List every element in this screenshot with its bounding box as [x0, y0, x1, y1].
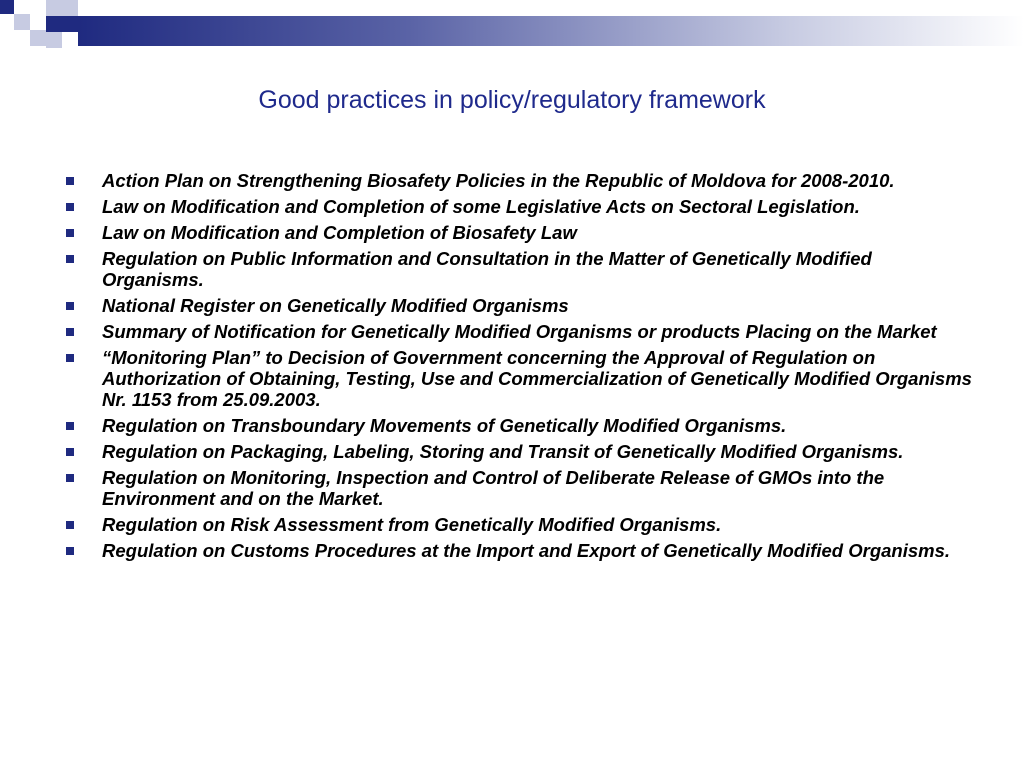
list-item	[62, 540, 972, 561]
square-bullet-icon	[66, 521, 74, 529]
list-item	[62, 295, 972, 316]
decor-square-light	[46, 32, 62, 48]
list-item	[62, 415, 972, 436]
slide-content	[62, 170, 972, 566]
list-item-text: Regulation on Customs Procedures at the Import and Export of Genetically Modified Organisms.	[102, 540, 951, 561]
square-bullet-icon	[66, 448, 74, 456]
decor-square-light	[14, 14, 30, 30]
list-item-text: Law on Modification and Completion of Biosafety Law	[102, 222, 577, 243]
decor-square-dark	[62, 16, 78, 32]
square-bullet-icon	[66, 354, 74, 362]
decor-square-light	[30, 30, 46, 46]
square-bullet-icon	[66, 177, 74, 185]
square-bullet-icon	[66, 474, 74, 482]
list-item	[62, 248, 972, 290]
list-item	[62, 196, 972, 217]
list-item-text: Regulation on Transboundary Movements of Genetically Modified Organisms.	[102, 415, 787, 436]
square-bullet-icon	[66, 422, 74, 430]
list-item	[62, 321, 972, 342]
square-bullet-icon	[66, 203, 74, 211]
list-item-text: National Register on Genetically Modified Organisms	[102, 295, 569, 316]
square-bullet-icon	[66, 302, 74, 310]
list-item	[62, 347, 972, 410]
list-item-text: Action Plan on Strengthening Biosafety Policies in the Republic of Moldova for 2008-2010.	[102, 170, 895, 191]
decor-square-light	[46, 0, 62, 16]
decor-square-dark	[0, 0, 14, 14]
list-item	[62, 441, 972, 462]
square-bullet-icon	[66, 255, 74, 263]
header-gradient-bar	[78, 16, 1024, 46]
slide-title: Good practices in policy/regulatory framework	[258, 86, 766, 114]
list-item-text: “Monitoring Plan” to Decision of Government concerning the Approval of Regulation on Authorization of Obtaining, Testing, Use and Commercialization of Genetically Modified Organisms Nr. 1153 from 25.09.2003.	[102, 347, 972, 410]
bullet-list	[62, 170, 972, 561]
decor-square-dark	[46, 16, 62, 32]
list-item-text: Regulation on Packaging, Labeling, Storing and Transit of Genetically Modified Organisms.	[102, 441, 904, 462]
square-bullet-icon	[66, 547, 74, 555]
square-bullet-icon	[66, 328, 74, 336]
list-item-text: Regulation on Monitoring, Inspection and Control of Deliberate Release of GMOs into the Environment and on the Market.	[102, 467, 885, 509]
list-item	[62, 467, 972, 509]
list-item-text: Law on Modification and Completion of some Legislative Acts on Sectoral Legislation.	[102, 196, 860, 217]
decor-square-light	[62, 0, 78, 16]
list-item	[62, 170, 972, 191]
list-item	[62, 514, 972, 535]
list-item-text: Summary of Notification for Genetically Modified Organisms or products Placing on the Market	[102, 321, 937, 342]
list-item	[62, 222, 972, 243]
list-item-text: Regulation on Public Information and Consultation in the Matter of Genetically Modified Organisms.	[102, 248, 872, 290]
square-bullet-icon	[66, 229, 74, 237]
list-item-text: Regulation on Risk Assessment from Genetically Modified Organisms.	[102, 514, 722, 535]
